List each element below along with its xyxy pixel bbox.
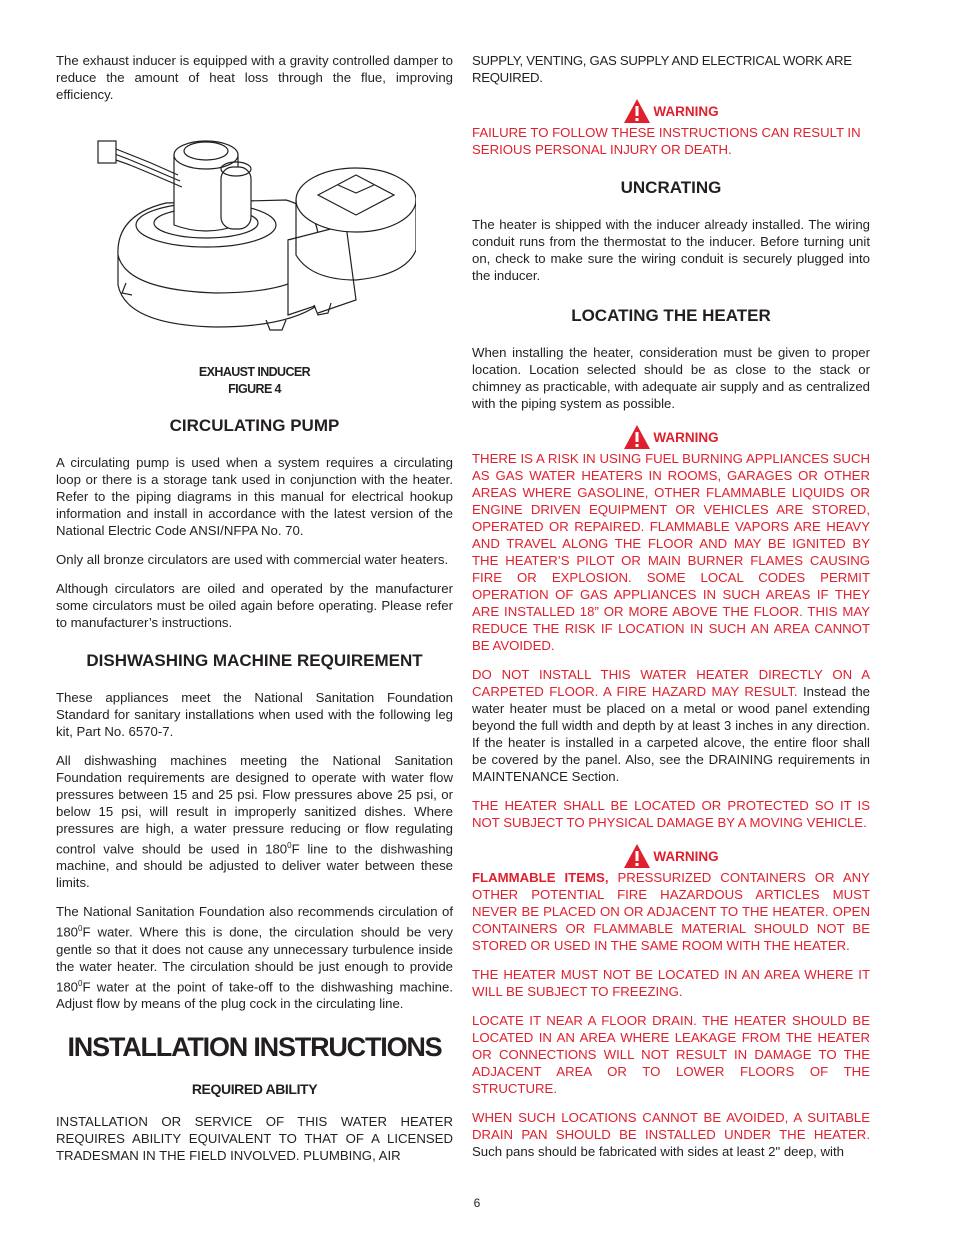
warning-icon (623, 98, 651, 124)
warning-icon (623, 843, 651, 869)
carpet-paragraph: DO NOT INSTALL THIS WATER HEATER DIRECTLY ON A CARPETED FLOOR. A FIRE HAZARD MAY RESULT. Instead the water heater must be placed on a metal or wood panel extending beyond the full width and depth by at least 3 inches in any direction. If the heater is installed in a carpeted alcove, the entire floor shall be covered by the panel. Also, see the DRAINING requirements in MAINTENANCE Section. (472, 667, 871, 784)
required-ability-continued: SUPPLY, VENTING, GAS SUPPLY AND ELECTRICAL WORK ARE REQUIRED. (472, 53, 852, 85)
circulating-pump-paragraph-1: A circulating pump is used when a system requires a circulating loop or there is a storage tank used in conjunction with the heater. Refer to the piping diagrams in this manual for electrical hookup information and install in accordance with the latest version of the National Electric Code ANSI/NFPA No. 70. (56, 455, 453, 538)
left-column (56, 52, 453, 1164)
dishwashing-paragraph-2: All dishwashing machines meeting the National Sanitation Foundation requirements are designed to operate with water flow pressures between 15 and 25 psi. Flow pressures above 25 psi, or below 15 psi, will result in improperly sanitized dishes. Where pressures are high, a water pressure reducing or flow regulating control valve should be used in $180^0F$ line to the dishwashing machine, and should be adjusted to deliver water between these limits. (56, 753, 453, 891)
page-number: 6 (473, 1196, 481, 1210)
warning-icon (623, 424, 651, 450)
warning-header-1: WARNING (472, 98, 870, 124)
warning-header-2: WARNING (472, 424, 870, 450)
figure-caption-title: EXHAUST INDUCER (198, 365, 311, 379)
warning-header-3: WARNING (472, 843, 870, 869)
warning-text-1: FAILURE TO FOLLOW THESE INSTRUCTIONS CAN RESULT IN SERIOUS PERSONAL INJURY OR DEATH. (472, 125, 861, 157)
intro-paragraph: The exhaust inducer is equipped with a gravity controlled damper to reduce the amount of heat loss through the flue, improving efficiency. (56, 53, 453, 102)
drain-pan-paragraph: WHEN SUCH LOCATIONS CANNOT BE AVOIDED, A SUITABLE DRAIN PAN SHOULD BE INSTALLED UNDER THE HEATER. Such pans should be fabricated with sides at least 2" deep, with (472, 1110, 870, 1159)
dishwashing-heading: DISHWASHING MACHINE REQUIREMENT (86, 651, 423, 670)
exhaust-inducer-figure (56, 115, 416, 355)
installation-instructions-heading: INSTALLATION INSTRUCTIONS (67, 1032, 442, 1063)
freezing-paragraph: THE HEATER MUST NOT BE LOCATED IN AN AREA WHERE IT WILL BE SUBJECT TO FREEZING. (472, 967, 870, 999)
circulating-pump-paragraph-3: Although circulators are oiled and operated by the manufacturer some circulators must be oiled again before operating. Please refer to manufacturer’s instructions. (56, 581, 453, 630)
dishwashing-paragraph-3: The National Sanitation Foundation also recommends circulation of $180^0F$ water. Where this is done, the circulation should be very gentle so that it does not cause any unnecessary turbulence inside the water heater. The circulation should be just enough to provide $180^0F$ water at the point of take-off to the dishwashing machine. Adjust flow by means of the plug cock in the circulating line. (56, 904, 453, 1012)
dishwashing-paragraph-1: These appliances meet the National Sanitation Foundation Standard for sanitary installations when used with the following leg kit, Part No. 6570-7. (56, 690, 453, 739)
right-column (472, 52, 870, 1160)
vehicle-paragraph: THE HEATER SHALL BE LOCATED OR PROTECTED SO IT IS NOT SUBJECT TO PHYSICAL DAMAGE BY A MOVING VEHICLE. (472, 798, 870, 830)
circulating-pump-heading: CIRCULATING PUMP (169, 416, 340, 435)
uncrating-heading: UNCRATING (620, 178, 722, 197)
warning-text-2: THERE IS A RISK IN USING FUEL BURNING APPLIANCES SUCH AS GAS WATER HEATERS IN ROOMS, GARAGES OR OTHER AREAS WHERE GASOLINE, OTHER FLAMMABLE LIQUIDS OR ENGINE DRIVEN EQUIPMENT OR VEHICLES ARE STORED, OPERATED OR REPAIRED. FLAMMABLE VAPORS ARE HEAVY AND TRAVEL ALONG THE FLOOR AND MAY BE IGNITED BY THE HEATER’S PILOT OR MAIN BURNER FLAMES CAUSING FIRE OR EXPLOSION. SOME LOCAL CODES PERMIT OPERATION OF GAS APPLIANCES IN SUCH AREAS IF THEY ARE INSTALLED 18” OR MORE ABOVE THE FLOOR. THIS MAY REDUCE THE RISK IF LOCATION IN SUCH AN AREA CANNOT BE AVOIDED. (472, 451, 870, 653)
circulating-pump-paragraph-2: Only all bronze circulators are used with commercial water heaters. (56, 552, 449, 567)
uncrating-paragraph: The heater is shipped with the inducer already installed. The wiring conduit runs from the thermostat to the inducer. Before turning unit on, check to make sure the wiring conduit is securely plugged into the inducer. (472, 217, 870, 283)
locating-heading: LOCATING THE HEATER (571, 306, 771, 325)
figure-caption-number: FIGURE 4 (228, 382, 281, 396)
flammable-paragraph: FLAMMABLE ITEMS, PRESSURIZED CONTAINERS OR ANY OTHER POTENTIAL FIRE HAZARDOUS ARTICLES MUST NEVER BE PLACED ON OR ADJACENT TO THE HEATER. OPEN CONTAINERS OR FLAMMABLE MATERIAL SHOULD NOT BE STORED OR USED IN THE SAME ROOM WITH THE HEATER. (472, 870, 870, 953)
locating-paragraph: When installing the heater, consideration must be given to proper location. Location selected should be as close to the stack or chimney as practicable, with adequate air supply and as centralized with the piping system as possible. (472, 345, 870, 411)
required-ability-heading: REQUIRED ABILITY (191, 1081, 318, 1098)
floor-drain-paragraph: LOCATE IT NEAR A FLOOR DRAIN. THE HEATER SHOULD BE LOCATED IN AN AREA WHERE LEAKAGE FROM THE HEATER OR CONNECTIONS WILL NOT RESULT IN DAMAGE TO THE ADJACENT AREA OR TO LOWER FLOORS OF THE STRUCTURE. (472, 1013, 870, 1096)
required-ability-paragraph: INSTALLATION OR SERVICE OF THIS WATER HEATER REQUIRES ABILITY EQUIVALENT TO THAT OF A LICENSED TRADESMAN IN THE FIELD INVOLVED. PLUMBING, AIR (56, 1114, 453, 1164)
